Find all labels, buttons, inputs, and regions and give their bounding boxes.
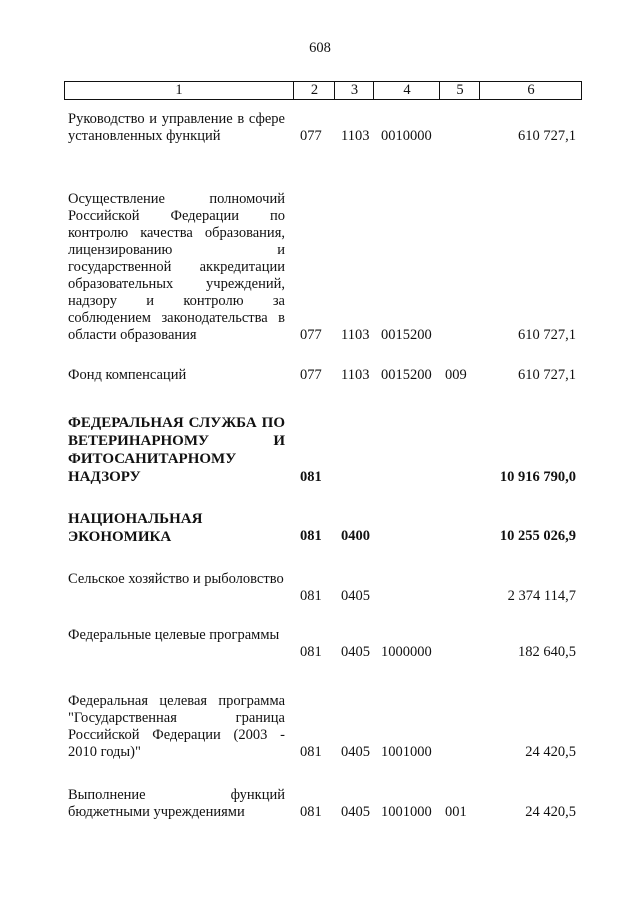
row-description: Фонд компенсаций	[68, 367, 187, 383]
page-number: 608	[309, 40, 331, 56]
row-description: Сельское хозяйство и рыболовство	[68, 571, 284, 587]
row-section-code: 0405	[341, 804, 370, 820]
row-target-code: 0010000	[381, 128, 432, 144]
row-section-code: 0405	[341, 588, 370, 604]
row-section-code: 0405	[341, 644, 370, 660]
row-ministry-code: 081	[300, 744, 322, 760]
row-target-code: 0015200	[381, 367, 432, 383]
table-header	[64, 81, 582, 100]
row-target-code: 0015200	[381, 327, 432, 343]
row-ministry-code: 081	[300, 528, 322, 544]
header-col-5: 5	[439, 82, 480, 99]
header-col-4: 4	[373, 82, 440, 99]
row-amount: 24 420,5	[525, 804, 576, 820]
row-description: Руководство и управление в сфере установленных функций	[68, 111, 285, 144]
row-amount: 610 727,1	[518, 367, 576, 383]
row-amount: 610 727,1	[518, 128, 576, 144]
row-ministry-code: 081	[300, 588, 322, 604]
header-col-2: 2	[293, 82, 335, 99]
row-ministry-code: 077	[300, 327, 322, 343]
row-ministry-code: 081	[300, 644, 322, 660]
row-description: Выполнение функций бюджетными учреждениями	[68, 787, 285, 820]
row-amount: 10 255 026,9	[499, 528, 576, 544]
row-section-code: 1103	[341, 128, 370, 144]
row-amount: 10 916 790,0	[499, 469, 576, 485]
row-section-code: 1103	[341, 367, 370, 383]
header-col-1: 1	[175, 82, 183, 98]
row-description: Федеральные целевые программы	[68, 627, 280, 643]
row-amount: 610 727,1	[518, 327, 576, 343]
row-expense-code: 001	[445, 804, 467, 820]
row-ministry-code: 077	[300, 128, 322, 144]
row-description: Федеральная целевая программа "Государственная граница Российской Федерации (2003 - 2010 годы)"	[68, 693, 285, 760]
header-col-3: 3	[334, 82, 374, 99]
row-target-code: 1001000	[381, 804, 432, 820]
row-amount: 24 420,5	[525, 744, 576, 760]
row-amount: 2 374 114,7	[507, 588, 576, 604]
row-target-code: 1001000	[381, 744, 432, 760]
row-ministry-code: 077	[300, 367, 322, 383]
row-target-code: 1000000	[381, 644, 432, 660]
row-section-code: 1103	[341, 327, 370, 343]
row-amount: 182 640,5	[518, 644, 576, 660]
row-ministry-code: 081	[300, 469, 322, 485]
row-section-code: 0400	[341, 528, 370, 544]
row-description: НАЦИОНАЛЬНАЯ ЭКОНОМИКА	[68, 511, 203, 545]
row-expense-code: 009	[445, 367, 467, 383]
row-ministry-code: 081	[300, 804, 322, 820]
row-description: Осуществление полномочий Российской Федерации по контролю качества образования, лицензированию и государственной аккредитации образовательных учреждений, надзору и контролю за соблюдением законодательства в области образования	[68, 191, 285, 343]
row-description: ФЕДЕРАЛЬНАЯ СЛУЖБА ПО ВЕТЕРИНАРНОМУ И ФИТОСАНИТАРНОМУ НАДЗОРУ	[68, 415, 285, 485]
header-col-6: 6	[479, 82, 582, 99]
row-section-code: 0405	[341, 744, 370, 760]
